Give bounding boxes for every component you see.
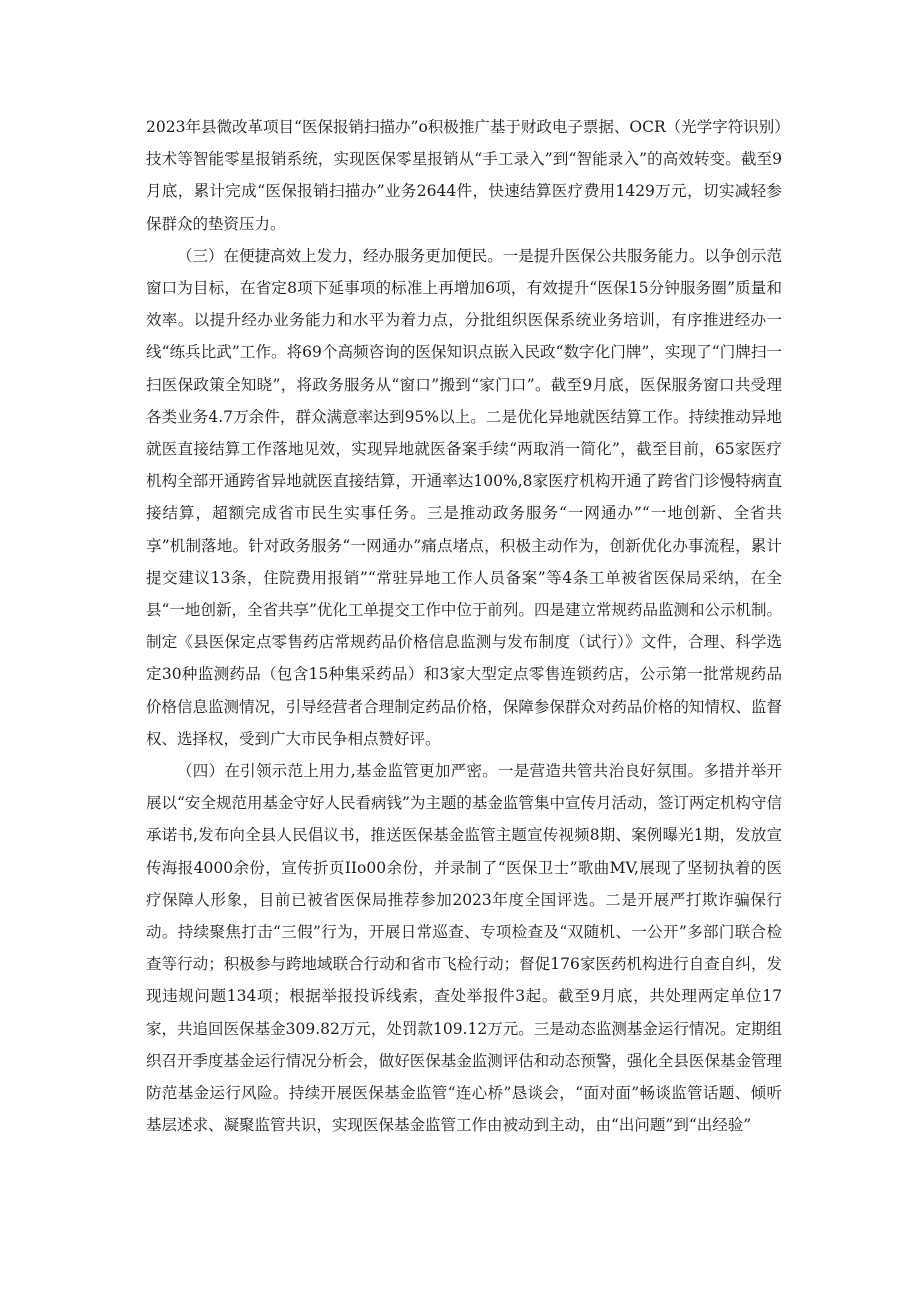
- document-body: [146, 111, 782, 1142]
- paragraph-continuation: 2023年县微改革项目“医保报销扫描办”o积极推广基于财政电子票据、OCR（光学字符识别）技术等智能零星报销系统，实现医保零星报销从“手工录入”到“智能录入”的高效转变。截至9月底，累计完成“医保报销扫描办”业务2644件，快速结算医疗费用1429万元，切实减轻参保群众的垫资压力。: [146, 118, 782, 233]
- paragraph-section-three: （三）在便捷高效上发力，经办服务更加便民。一是提升医保公共服务能力。以争创示范窗口为目标，在省定8项下延事项的标准上再增加6项，有效提升“医保15分钟服务圈”质量和效率。以提升经办业务能力和水平为着力点，分批组织医保系统业务培训，有序推进经办一线“练兵比武”工作。将69个高频咨询的医保知识点嵌入民政“数字化门牌”，实现了“门牌扫一扫医保政策全知晓”，将政务服务从“窗口”搬到“家门口”。截至9月底，医保服务窗口共受理各类业务4.7万余件，群众满意率达到95%以上。二是优化异地就医结算工作。持续推动异地就医直接结算工作落地见效，实现异地就医备案手续“两取消一简化”，截至目前，65家医疗机构全部开通跨省异地就医直接结算，开通率达100%,8家医疗机构开通了跨省门诊慢特病直接结算，超额完成省市民生实事任务。三是推动政务服务“一网通办”“一地创新、全省共享”机制落地。针对政务服务“一网通办”痛点堵点，积极主动作为，创新优化办事流程，累计提交建议13条，住院费用报销”“常驻异地工作人员备案”等4条工单被省医保局采纳，在全县“一地创新，全省共享”优化工单提交工作中位于前列。四是建立常规药品监测和公示机制。制定《县医保定点零售药店常规药品价格信息监测与发布制度（试行）》文件，合理、科学选定30种监测药品（包含15种集采药品）和3家大型定点零售连锁药店，公示第一批常规药品价格信息监测情况，引导经营者合理制定药品价格，保障参保群众对药品价格的知情权、监督权、选择权，受到广大市民争相点赞好评。: [146, 246, 782, 748]
- paragraph-section-four: （四）在引领示范上用力,基金监管更加严密。一是营造共管共治良好氛围。多措并举开展以“安全规范用基金守好人民看病钱”为主题的基金监管集中宣传月活动，签订两定机构守信承诺书,发布向全县人民倡议书，推送医保基金监管主题宣传视频8期、案例曝光1期，发放宣传海报4000余份，宣传折页IIo00余份，并录制了“医保卫士”歌曲MV,展现了坚韧执着的医疗保障人形象，目前已被省医保局推荐参加2023年度全国评选。二是开展严打欺诈骗保行动。持续聚焦打击“三假”行为，开展日常巡查、专项检查及“双随机、一公开”多部门联合检查等行动；积极参与跨地域联合行动和省市飞检行动；督促176家医药机构进行自查自纠，发现违规问题134项；根据举报投诉线索，查处举报件3起。截至9月底，共处理两定单位17家，共追回医保基金309.82万元，处罚款109.12万元。三是动态监测基金运行情况。定期组织召开季度基金运行情况分析会，做好医保基金监测评估和动态预警，强化全县医保基金管理防范基金运行风险。持续开展医保基金监管“连心桥”恳谈会，“面对面”畅谈监管话题、倾听基层述求、凝聚监管共识，实现医保基金监管工作由被动到主动，由“出问题”到“出经验”: [146, 762, 782, 1135]
